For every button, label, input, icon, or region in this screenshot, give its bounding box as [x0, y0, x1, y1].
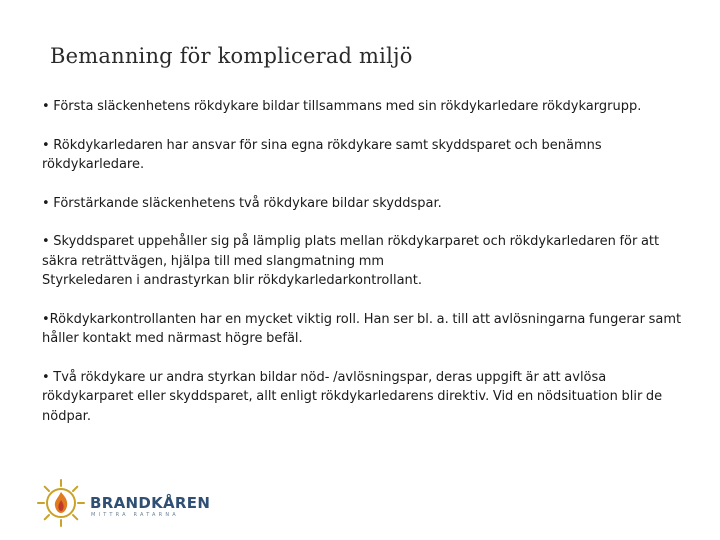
- bullet-paragraph: •Rökdykarkontrollanten har en mycket viktig roll. Han ser bl. a. till att avlösningarna fungerar samt håller kontakt med närmast högre befäl.: [42, 311, 682, 346]
- brandkaren-logo: [36, 478, 211, 536]
- bullet-paragraph: • Första släckenhetens rökdykare bildar tillsammans med sin rökdykarledare rökdykargrupp.: [42, 99, 642, 114]
- logo-subtitle: MITTRA RATARNA: [91, 512, 179, 518]
- bullet-list: [42, 97, 692, 445]
- bullet-paragraph: • Två rökdykare ur andra styrkan bildar nöd- /avlösningspar, deras uppgift är att avlösa rökdykarparet eller skyddsparet, allt enligt rökdykarledarens direktiv. Vid en nödsituation blir de nödpar.: [42, 369, 663, 424]
- bullet-paragraph: • Skyddsparet uppehåller sig på lämplig plats mellan rökdykarparet och rökdykarledaren för att säkra reträttvägen, hjälpa till med slangmatning mm Styrkeledaren i andrastyrkan blir rökdykarledarkontrollant.: [42, 234, 660, 288]
- fire-emblem-icon: [36, 478, 86, 528]
- slide-title: Bemanning för komplicerad miljö: [50, 44, 413, 68]
- bullet-paragraph: • Förstärkande släckenhetens två rökdykare bildar skyddspar.: [42, 195, 442, 211]
- bullet-paragraph: • Rökdykarledaren har ansvar för sina egna rökdykare samt skyddsparet och benämns rökdykarledare.: [42, 137, 602, 172]
- logo-name: BRANDKÅREN: [90, 494, 211, 512]
